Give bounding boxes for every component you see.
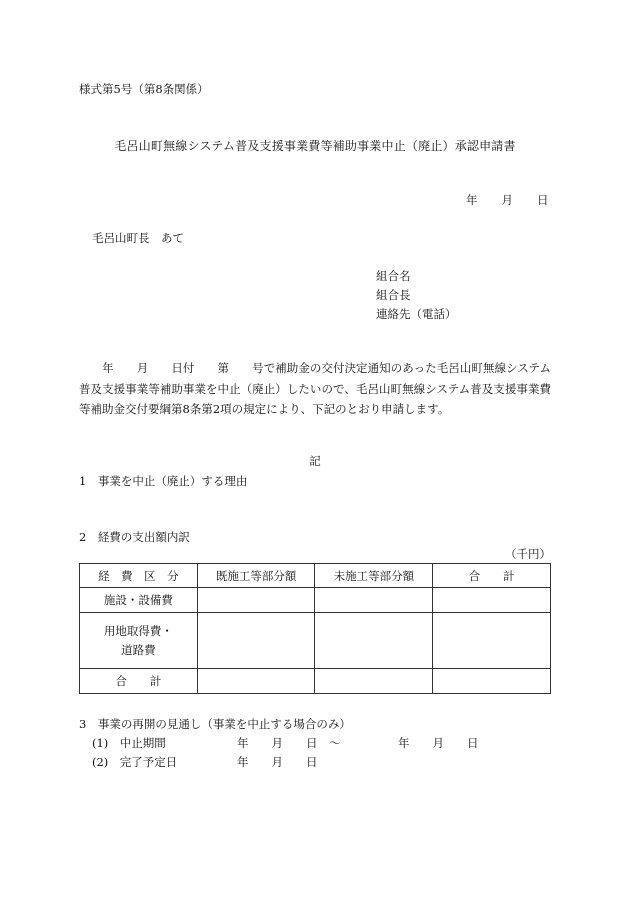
completion-date-value: 年 月 日 [237, 755, 318, 769]
document-title: 毛呂山町無線システム普及支援事業費等補助事業中止（廃止）承認申請書 [114, 139, 516, 153]
addressee: 毛呂山町長 あて [92, 231, 184, 245]
application-body: 年 月 日付 第 号で補助金の交付決定通知のあった毛呂山町無線システム普及支援事業等補助事業を中止（廃止）したいので、毛呂山町無線システム普及支援事業費等補助金交付要綱第8条第2項の規定により、下記のとおり申請します。 [79, 361, 551, 416]
cell-value [433, 613, 551, 669]
suspension-period-range: 年 月 日 〜 年 月 日 [237, 736, 479, 750]
header-total: 合 計 [433, 564, 551, 588]
table-row [80, 613, 551, 669]
submission-date [466, 192, 549, 208]
cell-value [433, 588, 551, 613]
cell-value [433, 669, 551, 694]
completion-date-label: (2) 完了予定日 [92, 755, 178, 769]
expense-table [79, 563, 551, 694]
applicant-block [376, 267, 457, 324]
contact-label: 連絡先（電話） [376, 307, 457, 321]
section-3-heading: 3 事業の再開の見通し（事業を中止する場合のみ） [79, 717, 351, 731]
form-number: 様式第5号（第8条関係） [79, 82, 209, 96]
date-year: 年 [466, 193, 478, 207]
cell-value [197, 613, 315, 669]
section-2-heading: 2 経費の支出額内訳 [79, 530, 190, 544]
table-row [80, 588, 551, 613]
date-day: 日 [537, 193, 549, 207]
header-category: 経 費 区 分 [80, 564, 198, 588]
table-row [80, 669, 551, 694]
suspension-period-row [92, 735, 479, 751]
ki-heading: 記 [309, 454, 321, 468]
unit-label: （千円） [505, 547, 551, 561]
section-1-heading: 1 事業を中止（廃止）する理由 [79, 474, 248, 488]
cell-value [315, 669, 433, 694]
union-name-label: 組合名 [376, 269, 411, 283]
header-uncompleted: 未施工等部分額 [315, 564, 433, 588]
union-head-label: 組合長 [376, 288, 411, 302]
row-label-total: 合 計 [80, 669, 198, 694]
completion-date-row [92, 754, 318, 770]
table-header-row [80, 564, 551, 588]
cell-value [315, 613, 433, 669]
cell-value [197, 669, 315, 694]
cell-value [315, 588, 433, 613]
suspension-period-label: (1) 中止期間 [92, 736, 166, 750]
date-month: 月 [501, 193, 513, 207]
cell-value [197, 588, 315, 613]
row-label-facilities: 施設・設備費 [80, 588, 198, 613]
header-completed: 既施工等部分額 [197, 564, 315, 588]
row-label-land-road: 用地取得費・ 道路費 [80, 613, 198, 669]
